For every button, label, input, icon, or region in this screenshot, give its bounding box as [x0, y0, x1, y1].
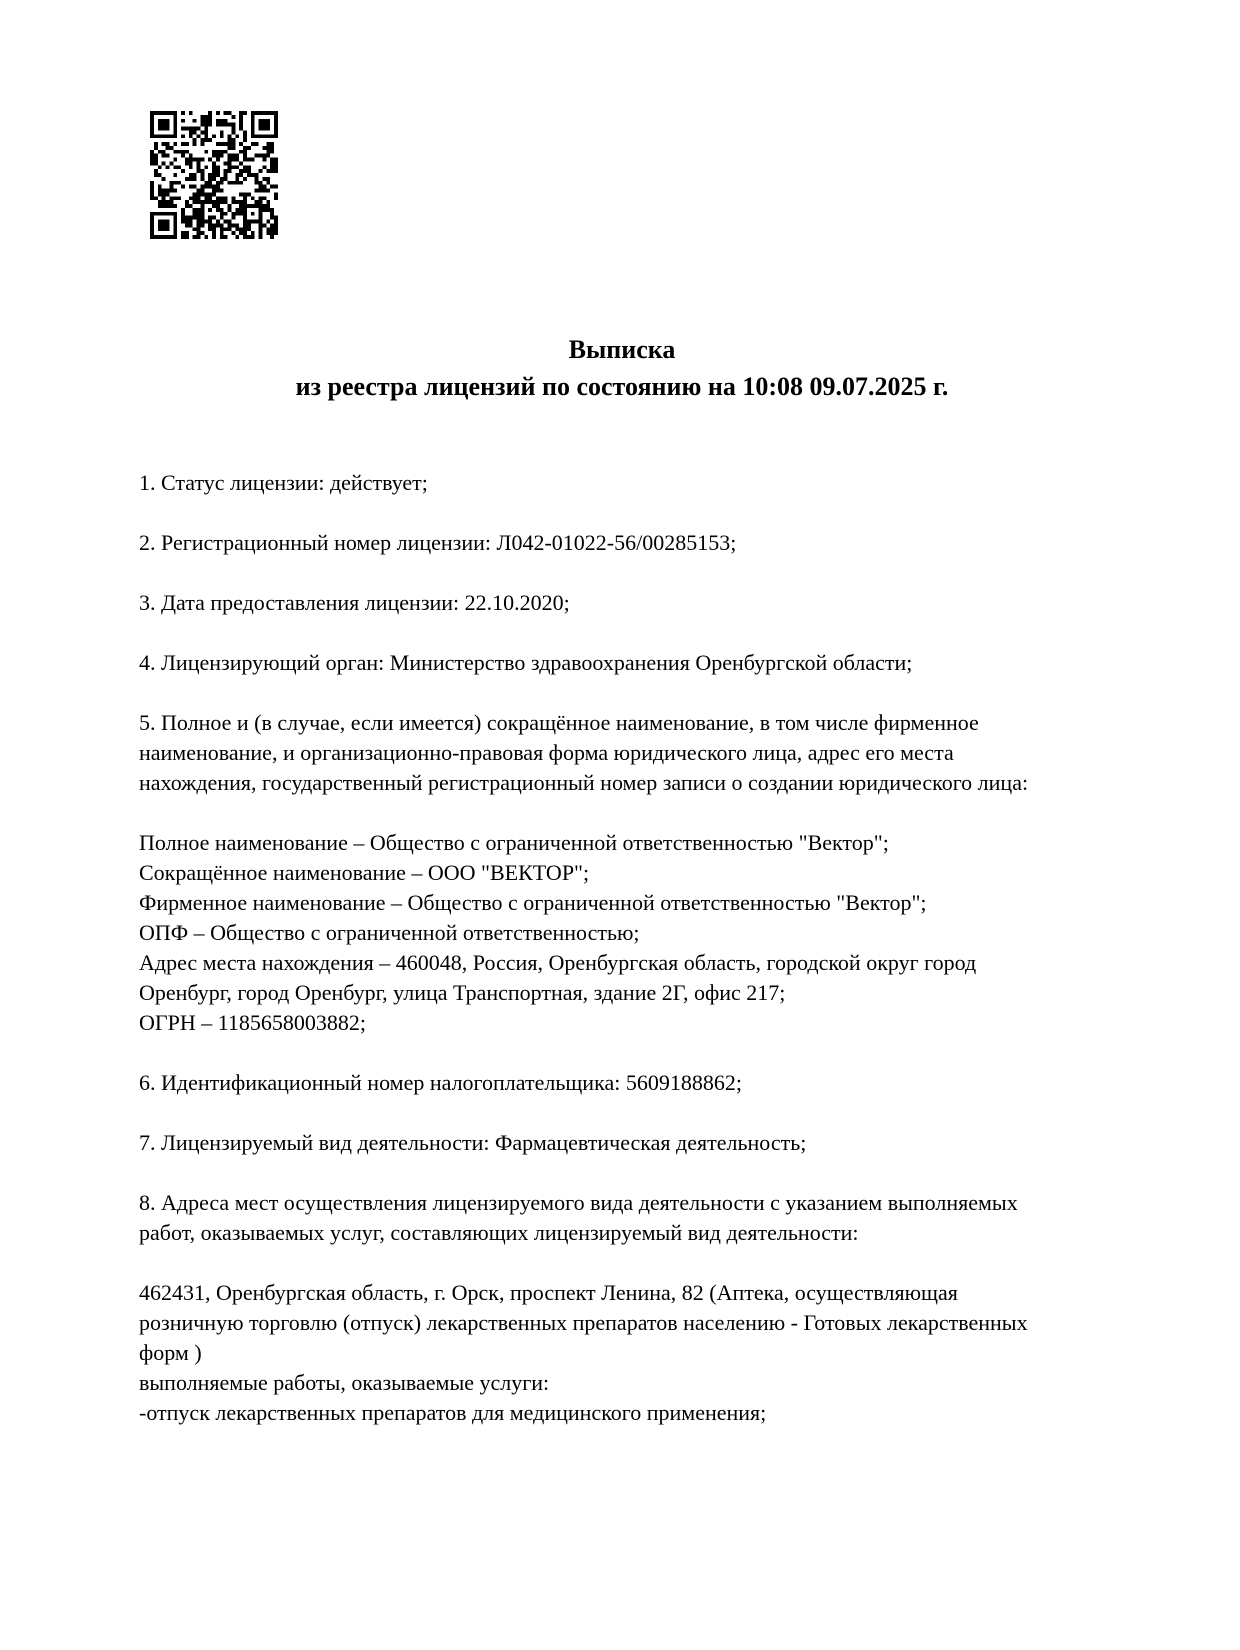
text-line: наименование, и организационно-правовая форма юридического лица, адрес его места — [139, 740, 954, 765]
paragraph-licensing-authority — [139, 648, 1105, 678]
text-line: 7. Лицензируемый вид деятельности: Фармацевтическая деятельность; — [139, 1130, 807, 1155]
text-line: Фирменное наименование – Общество с ограниченной ответственностью "Вектор"; — [139, 890, 927, 915]
paragraph-activity-address-details — [139, 1278, 1105, 1428]
paragraph-grant-date — [139, 588, 1105, 618]
paragraph-registration-number — [139, 528, 1105, 558]
paragraph-entity-name-intro — [139, 708, 1105, 798]
text-line: Адрес места нахождения – 460048, Россия, Оренбургская область, городской округ город — [139, 950, 977, 975]
text-line: 3. Дата предоставления лицензии: 22.10.2020; — [139, 590, 570, 615]
paragraph-licensed-activity — [139, 1128, 1105, 1158]
text-line: Сокращённое наименование – ООО "ВЕКТОР"; — [139, 860, 590, 885]
text-line: 8. Адреса мест осуществления лицензируемого вида деятельности с указанием выполняемых — [139, 1190, 1018, 1215]
paragraph-entity-details — [139, 828, 1105, 1038]
text-line: выполняемые работы, оказываемые услуги: — [139, 1370, 550, 1395]
text-line: 4. Лицензирующий орган: Министерство здравоохранения Оренбургской области; — [139, 650, 913, 675]
text-line: ОГРН – 1185658003882; — [139, 1010, 367, 1035]
paragraph-license-status — [139, 468, 1105, 498]
text-line: 1. Статус лицензии: действует; — [139, 470, 428, 495]
paragraph-activity-addresses-intro — [139, 1188, 1105, 1248]
text-line: Полное наименование – Общество с ограниченной ответственностью "Вектор"; — [139, 830, 889, 855]
title-line-2: из реестра лицензий по состоянию на 10:08 09.07.2025 г. — [295, 372, 949, 401]
text-line: 462431, Оренбургская область, г. Орск, проспект Ленина, 82 (Аптека, осуществляющая — [139, 1280, 958, 1305]
text-line: ОПФ – Общество с ограниченной ответственностью; — [139, 920, 640, 945]
qr-code — [150, 111, 278, 239]
text-line: 2. Регистрационный номер лицензии: Л042-01022-56/00285153; — [139, 530, 737, 555]
paragraph-taxpayer-number — [139, 1068, 1105, 1098]
text-line: форм ) — [139, 1340, 202, 1365]
text-line: -отпуск лекарственных препаратов для медицинского применения; — [139, 1400, 767, 1425]
text-line: нахождения, государственный регистрационный номер записи о создании юридического лица: — [139, 770, 1029, 795]
text-line: розничную торговлю (отпуск) лекарственных препаратов населению - Готовых лекарственных — [139, 1310, 1028, 1335]
text-line: работ, оказываемых услуг, составляющих лицензируемый вид деятельности: — [139, 1220, 859, 1245]
document-title — [139, 331, 1105, 405]
title-line-1: Выписка — [568, 335, 676, 364]
text-line: Оренбург, город Оренбург, улица Транспортная, здание 2Г, офис 217; — [139, 980, 786, 1005]
document-body — [139, 468, 1105, 1428]
text-line: 5. Полное и (в случае, если имеется) сокращённое наименование, в том числе фирменное — [139, 710, 979, 735]
text-line: 6. Идентификационный номер налогоплательщика: 5609188862; — [139, 1070, 742, 1095]
